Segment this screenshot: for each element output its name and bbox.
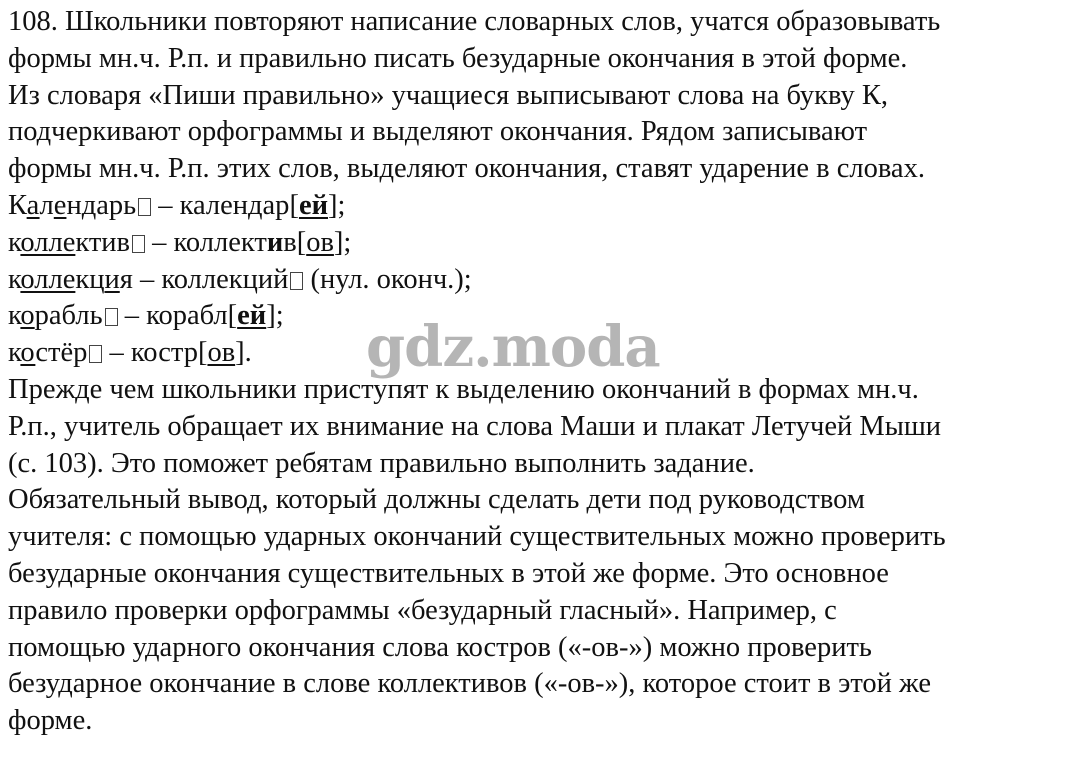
paragraph-1-line-3: Из словаря «Пиши правильно» учащиеся выписывают слова на букву К, bbox=[8, 79, 888, 111]
word-part: кц bbox=[75, 263, 105, 295]
word-part: – коллект bbox=[145, 226, 267, 258]
word-part: ]; bbox=[333, 226, 352, 258]
ending-highlight: ей bbox=[237, 300, 267, 332]
word-part: К bbox=[8, 189, 27, 221]
word-part: я bbox=[119, 263, 133, 295]
paragraph-3-line-4: правило проверки орфограммы «безударный гласный». Например, с bbox=[8, 594, 837, 626]
word-part: – коллекций bbox=[132, 263, 289, 295]
word-part: к bbox=[8, 226, 21, 258]
word-part: ]; bbox=[266, 300, 284, 332]
word-part: ]. bbox=[235, 337, 252, 369]
word-line-korabl bbox=[8, 298, 1076, 335]
empty-ending-box bbox=[138, 198, 151, 216]
word-part: ктив bbox=[75, 226, 131, 258]
paragraph-1-line-1: 108. Школьники повторяют написание словарных слов, учатся образовывать bbox=[8, 6, 941, 37]
empty-ending-box bbox=[132, 235, 145, 253]
word-part: ]; bbox=[328, 189, 346, 221]
ending-highlight: ов bbox=[207, 337, 236, 369]
orthogram-underline: олле bbox=[20, 263, 76, 295]
word-part: (нул. оконч.); bbox=[303, 263, 472, 295]
paragraph-3-line-7: форме. bbox=[8, 705, 93, 737]
exercise-text bbox=[8, 4, 1076, 740]
paragraph-2-line-2: Р.п., учитель обращает их внимание на слова Маши и плакат Летучей Мыши bbox=[8, 410, 942, 442]
watermark: gdz.moda bbox=[366, 314, 660, 380]
paragraph-3-line-2: учителя: с помощью ударных окончаний существительных можно проверить bbox=[8, 521, 946, 553]
orthogram-underline: олле bbox=[20, 226, 76, 258]
paragraph-3-line-3: безударные окончания существительных в этой же форме. Это основное bbox=[8, 557, 889, 589]
ending-bracket: [ bbox=[289, 189, 299, 221]
word-part: к bbox=[8, 263, 21, 295]
ending-bracket: [ bbox=[197, 337, 208, 369]
empty-ending-box bbox=[89, 345, 102, 363]
paragraph-3-line-5: помощью ударного окончания слова костров («-ов-») можно проверить bbox=[8, 631, 872, 663]
word-part: – корабл bbox=[117, 300, 228, 332]
paragraph-3-line-6: безударное окончание в слове коллективов («-ов-»), которое стоит в этой же bbox=[8, 668, 932, 700]
ending-bracket: [ bbox=[296, 226, 307, 258]
paragraph-1-line-4: подчеркивают орфограммы и выделяют окончания. Рядом записывают bbox=[8, 116, 868, 148]
orthogram-underline: е bbox=[53, 189, 67, 221]
word-part: – календар bbox=[151, 189, 290, 221]
word-part: ндарь bbox=[66, 189, 137, 221]
word-line-kollektiv bbox=[8, 225, 1076, 262]
orthogram-underline: о bbox=[20, 337, 36, 369]
orthogram-underline: а bbox=[26, 189, 40, 221]
paragraph-2-line-3: (с. 103). Это поможет ребятам правильно выполнить задание. bbox=[8, 447, 755, 479]
paragraph-1-line-5: формы мн.ч. Р.п. этих слов, выделяют окончания, ставят ударение в словах. bbox=[8, 153, 925, 185]
ending-highlight: ей bbox=[298, 189, 329, 221]
paragraph-3-line-1: Обязательный вывод, который должны сделать дети под руководством bbox=[8, 484, 865, 516]
ending-highlight: ов bbox=[306, 226, 334, 258]
word-part: к bbox=[8, 337, 21, 369]
word-part: стёр bbox=[35, 337, 88, 369]
orthogram-underline: и bbox=[104, 263, 120, 295]
paragraph-1-line-2: формы мн.ч. Р.п. и правильно писать безударные окончания в этой форме. bbox=[8, 42, 908, 74]
stress-letter: и bbox=[266, 226, 284, 258]
word-part: к bbox=[8, 300, 21, 332]
word-part: рабль bbox=[34, 300, 103, 332]
word-line-kollektsiya bbox=[8, 262, 1076, 299]
word-part: – костр bbox=[102, 337, 198, 369]
empty-ending-box bbox=[290, 272, 303, 290]
orthogram-underline: о bbox=[20, 300, 35, 332]
empty-ending-box bbox=[105, 308, 118, 326]
word-part: л bbox=[39, 189, 54, 221]
ending-bracket: [ bbox=[227, 300, 238, 332]
paragraph-2-line-1: Прежде чем школьники приступят к выделению окончаний в формах мн.ч. bbox=[8, 373, 919, 405]
word-line-kalendar bbox=[8, 188, 1076, 225]
word-part: в bbox=[283, 226, 297, 258]
word-line-koster bbox=[8, 335, 1076, 372]
